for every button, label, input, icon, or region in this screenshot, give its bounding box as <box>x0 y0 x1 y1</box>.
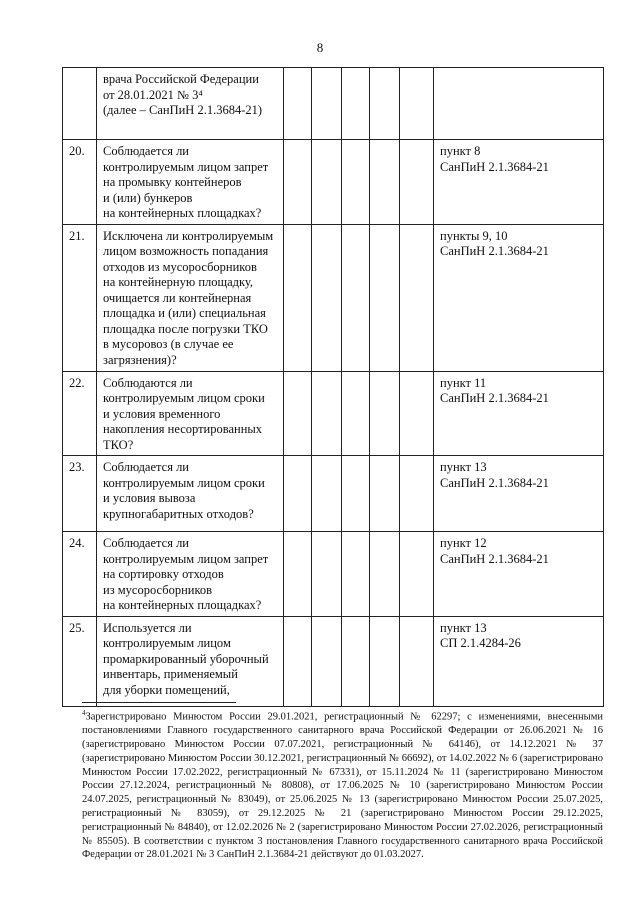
answer-cell <box>312 140 342 225</box>
answer-cell <box>284 371 312 456</box>
answer-cell <box>400 224 434 371</box>
answer-cell <box>342 68 370 140</box>
answer-cell <box>370 532 400 617</box>
footnote <box>82 707 603 862</box>
answer-cell <box>342 532 370 617</box>
answer-cell <box>284 140 312 225</box>
question-cell: Исключена ли контролируемым лицом возможность попадания отходов из мусоросборников на контейнерную площадку, очищается ли контейнерная площадка и (или) специальная площадка после погрузки ТКО в мусоровоз (в случае ее загрязнения)? <box>97 224 284 371</box>
reference-cell: пункт 13 СП 2.1.4284-26 <box>434 616 604 706</box>
table-row <box>63 616 604 706</box>
checklist-table <box>62 67 604 707</box>
question-cell: Соблюдается ли контролируемым лицом сроки и условия вывоза крупногабаритных отходов? <box>97 456 284 532</box>
row-number <box>63 68 97 140</box>
answer-cell <box>342 140 370 225</box>
reference-cell: пункт 13 СанПиН 2.1.3684-21 <box>434 456 604 532</box>
answer-cell <box>312 456 342 532</box>
reference-cell: пункты 9, 10 СанПиН 2.1.3684-21 <box>434 224 604 371</box>
question-cell: Соблюдается ли контролируемым лицом запрет на промывку контейнеров и (или) бункеров на контейнерных площадках? <box>97 140 284 225</box>
answer-cell <box>312 616 342 706</box>
answer-cell <box>400 68 434 140</box>
answer-cell <box>312 532 342 617</box>
answer-cell <box>312 224 342 371</box>
answer-cell <box>342 456 370 532</box>
row-number: 24. <box>63 532 97 617</box>
answer-cell <box>284 616 312 706</box>
answer-cell <box>400 456 434 532</box>
reference-cell: пункт 12 СанПиН 2.1.3684-21 <box>434 532 604 617</box>
answer-cell <box>342 224 370 371</box>
row-number: 23. <box>63 456 97 532</box>
answer-cell <box>284 68 312 140</box>
row-number: 25. <box>63 616 97 706</box>
answer-cell <box>370 224 400 371</box>
answer-cell <box>342 616 370 706</box>
table-row <box>63 371 604 456</box>
answer-cell <box>400 140 434 225</box>
answer-cell <box>284 224 312 371</box>
answer-cell <box>400 616 434 706</box>
answer-cell <box>284 532 312 617</box>
table-row <box>63 140 604 225</box>
answer-cell <box>284 456 312 532</box>
answer-cell <box>400 371 434 456</box>
question-cell: Соблюдается ли контролируемым лицом запрет на сортировку отходов из мусоросборников на контейнерных площадках? <box>97 532 284 617</box>
footnote-separator <box>82 702 236 703</box>
answer-cell <box>370 456 400 532</box>
table-row <box>63 532 604 617</box>
answer-cell <box>400 532 434 617</box>
footnote-marker: 4 <box>82 709 86 717</box>
row-number: 20. <box>63 140 97 225</box>
answer-cell <box>370 68 400 140</box>
row-number: 21. <box>63 224 97 371</box>
table-row <box>63 456 604 532</box>
question-cell: врача Российской Федерации от 28.01.2021 № 3⁴ (далее – СанПиН 2.1.3684-21) <box>97 68 284 140</box>
answer-cell <box>370 616 400 706</box>
footnote-text: Зарегистрировано Минюстом России 29.01.2021, регистрационный № 62297; с изменениями, внесенными постановлениями Главного государственного санитарного врача Российской Федерации от 26.06.2021 № 16 (зарегистрировано Минюстом России 07.07.2021, регистрационный № 64146), от 14.12.2021 № 37 (зарегистрировано Минюстом России 30.12.2021, регистрационный № 66692), от 14.02.2022 № 6 (зарегистрировано Минюстом России 17.02.2022, регистрационный № 67331), от 15.11.2024 № 11 (зарегистрировано Минюстом России 27.12.2024, регистрационный № 80808), от 17.06.2025 № 10 (зарегистрировано Минюстом России 24.07.2025, регистрационный № 83049), от 25.06.2025 № 13 (зарегистрировано Минюстом России 25.07.2025, регистрационный № 83059), от 29.12.2025 № 21 (зарегистрировано Минюстом России 29.12.2025, регистрационный № 84840), от 12.02.2026 № 2 (зарегистрировано Минюстом России 27.02.2026, регистрационный № 85505). В соответствии с пунктом 3 постановления Главного государственного санитарного врача Российской Федерации от 28.01.2021 № 3 СанПиН 2.1.3684-21 действуют до 01.03.2027. <box>82 711 603 861</box>
answer-cell <box>312 68 342 140</box>
answer-cell <box>342 371 370 456</box>
row-number: 22. <box>63 371 97 456</box>
answer-cell <box>312 371 342 456</box>
reference-cell <box>434 68 604 140</box>
answer-cell <box>370 371 400 456</box>
page-number: 8 <box>316 40 324 55</box>
table-row <box>63 68 604 140</box>
table-row <box>63 224 604 371</box>
question-cell: Соблюдаются ли контролируемым лицом сроки и условия временного накопления несортированных ТКО? <box>97 371 284 456</box>
question-cell: Используется ли контролируемым лицом промаркированный уборочный инвентарь, применяемый для уборки помещений, <box>97 616 284 706</box>
answer-cell <box>370 140 400 225</box>
reference-cell: пункт 8 СанПиН 2.1.3684-21 <box>434 140 604 225</box>
reference-cell: пункт 11 СанПиН 2.1.3684-21 <box>434 371 604 456</box>
